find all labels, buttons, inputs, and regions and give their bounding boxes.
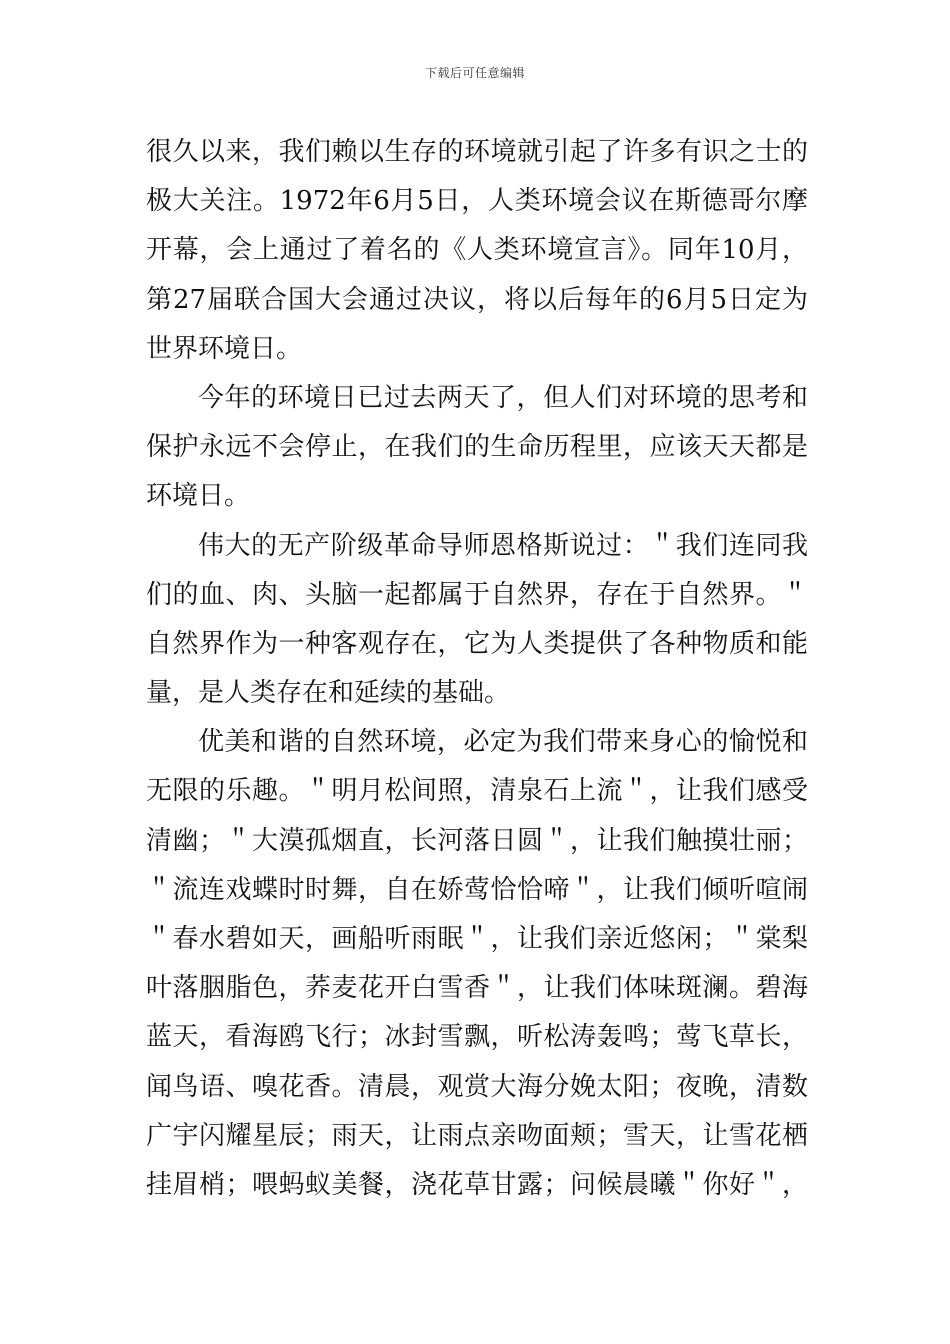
text-line: 第27届联合国大会通过决议，将以后每年的6月5日定为	[146, 284, 808, 315]
text-line: 清幽；＂大漠孤烟直，长河落日圆＂，让我们触摸壮丽；	[146, 825, 808, 856]
text-line: 蓝天，看海鸥飞行；冰封雪飘，听松涛轰鸣；莺飞草长，	[146, 1022, 808, 1053]
text-line: ＂流连戏蝶时时舞，自在娇莺恰恰啼＂，让我们倾听喧闹	[146, 874, 808, 905]
text-line: 很久以来，我们赖以生存的环境就引起了许多有识之士的	[146, 137, 808, 167]
text-line: ＂春水碧如天，画船听雨眠＂，让我们亲近悠闲；＂棠梨	[146, 924, 808, 954]
text-line: 无限的乐趣。＂明月松间照，清泉石上流＂，让我们感受	[146, 776, 808, 807]
text-line: 今年的环境日已过去两天了，但人们对环境的思考和	[198, 382, 808, 413]
text-line: 环境日。	[146, 481, 251, 512]
text-line: 保护永远不会停止，在我们的生命历程里，应该天天都是	[146, 432, 808, 463]
text-line: 自然界作为一种客观存在，它为人类提供了各种物质和能	[146, 628, 808, 659]
text-line: 叶落胭脂色，荞麦花开白雪香＂，让我们体味斑澜。碧海	[146, 973, 808, 1004]
text-line: 量，是人类存在和延续的基础。	[146, 678, 511, 709]
text-line: 们的血、肉、头脑一起都属于自然界，存在于自然界。＂	[146, 579, 808, 610]
text-line: 广宇闪耀星辰；雨天，让雨点亲吻面颊；雪天，让雪花栖	[146, 1120, 808, 1151]
body-text	[146, 128, 808, 1210]
text-line: 闻鸟语、嗅花香。清晨，观赏大海分娩太阳；夜晚，清数	[146, 1071, 808, 1102]
text-line: 开幕，会上通过了着名的《人类环境宣言》。同年10月，	[146, 235, 808, 266]
text-line: 优美和谐的自然环境，必定为我们带来身心的愉悦和	[198, 727, 808, 758]
text-line: 伟大的无产阶级革命导师恩格斯说过：＂我们连同我	[198, 530, 808, 561]
header-note: 下载后可任意编辑	[424, 66, 525, 80]
text-line: 极大关注。1972年6月5日，人类环境会议在斯德哥尔摩	[146, 186, 808, 217]
text-line: 挂眉梢；喂蚂蚁美餐，浇花草甘露；问候晨曦＂你好＂，	[146, 1169, 808, 1200]
text-line: 世界环境日。	[146, 333, 303, 364]
